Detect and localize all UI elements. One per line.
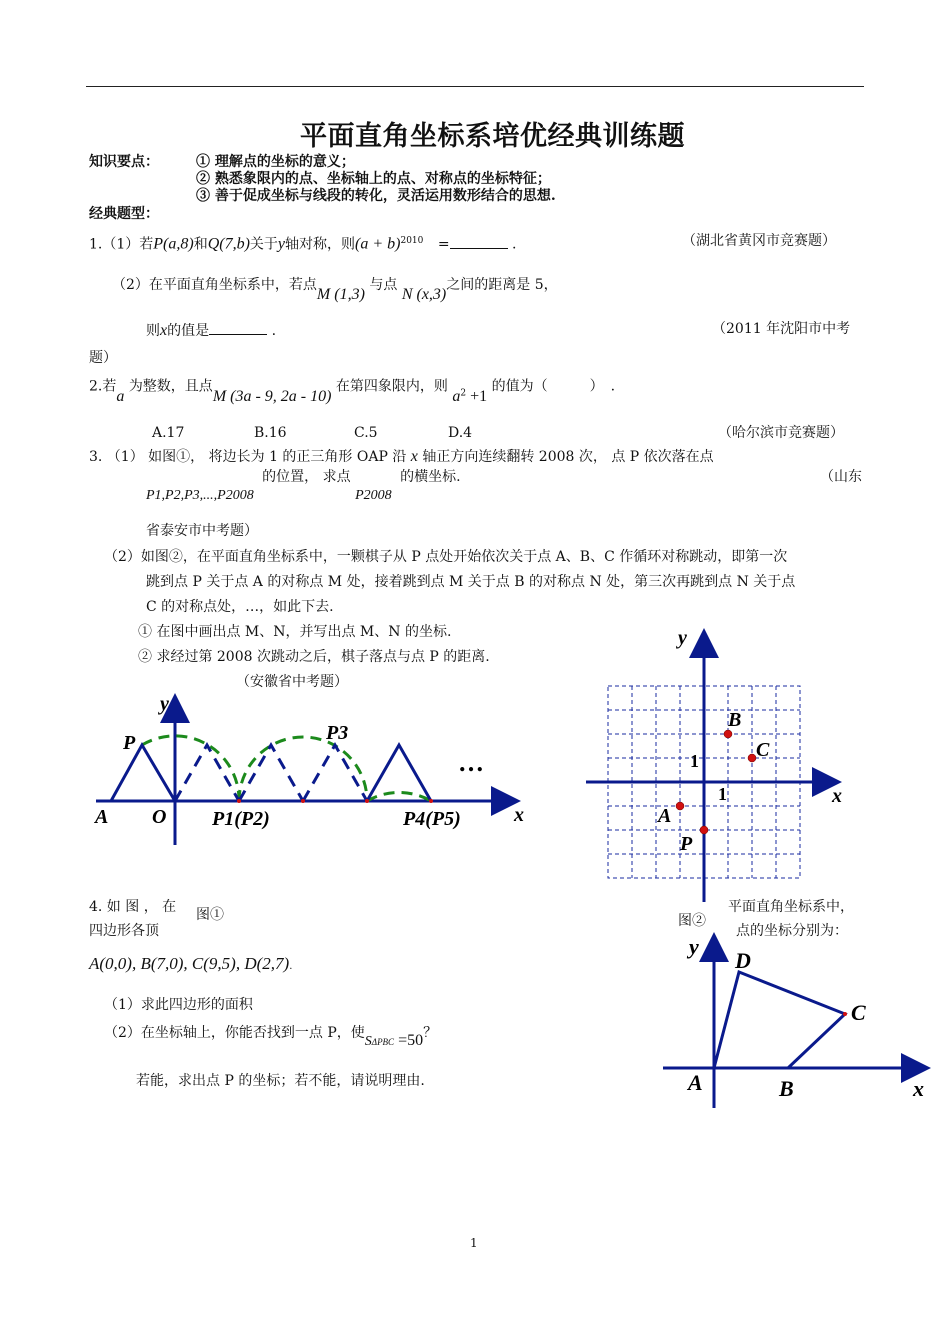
fig2-label-a: A — [658, 805, 672, 827]
page-title: 平面直角坐标系培优经典训练题 — [300, 121, 685, 152]
fig3-label-x: x — [913, 1076, 924, 1101]
fig1-label-ellipsis: … — [458, 748, 484, 777]
q2-source: （哈尔滨市竞赛题） — [718, 425, 844, 441]
fig2-label-one-y: 1 — [690, 751, 699, 771]
q1-part1-source: （湖北省黄冈市竞赛题） — [682, 233, 836, 249]
q3-part2-task2: ② 求经过第 2008 次跳动之后，棋子落点与点 P 的距离. — [138, 649, 490, 665]
figure-2-grid — [580, 622, 850, 908]
fig2-label-b: B — [728, 709, 742, 731]
q2-option-c: C.5 — [354, 425, 378, 441]
fig2-label-one-x: 1 — [718, 784, 727, 804]
fig2-label-y: y — [678, 627, 687, 649]
q1-part2-source-cont: 题） — [89, 350, 117, 366]
knowledge-item-1: ① 理解点的坐标的意义； — [196, 154, 355, 170]
fig2-label-c: C — [756, 739, 770, 761]
q3-part2-task1: ① 在图中画出点 M、N，并写出点 M、N 的坐标. — [138, 624, 452, 640]
fig1-label-p4p5: P4(P5) — [403, 808, 461, 830]
fig3-label-c: C — [851, 1000, 866, 1025]
fig3-label-b: B — [779, 1076, 794, 1101]
fig2-label-p: P — [680, 833, 693, 855]
q1-part2: （2）在平面直角坐标系中，若点M (1,3) 与点 N (x,3)之间的距离是 5， — [112, 277, 558, 303]
fig2-point-a — [676, 802, 684, 810]
types-label: 经典题型： — [89, 206, 159, 222]
q2-option-a: A.17 — [152, 425, 185, 441]
q1-part1: 1.（1）若P(a,8)和Q(7,b)关于y轴对称，则$(a + b)^{2010}$ = . — [89, 235, 517, 253]
q4-task1: （1）求此四边形的面积 — [104, 997, 253, 1013]
fig1-triangle-p4 — [367, 745, 431, 801]
fig3-quadrilateral-abcd — [714, 972, 845, 1068]
q2-option-d: D.4 — [448, 425, 473, 441]
page-number: 1 — [470, 1236, 478, 1250]
q3-part1-line1: 3. （1） 如图①， 将边长为 1 的正三角形 OAP 沿 x 轴正方向连续翻转 2008 次， 点 P 依次落在点 — [89, 448, 714, 465]
q4-right-text-1: 平面直角坐标系中， — [728, 899, 854, 915]
q2-stem: 2.若a 为整数，且点M (3a - 9, 2a - 10) 在第四象限内，则 $a^2 +1$ 的值为（ ） . — [89, 378, 616, 405]
fig1-caption: 图① — [196, 907, 224, 923]
q4-coordinates: A(0,0), B(7,0), C(9,5), D(2,7). — [89, 954, 293, 973]
fig2-label-x: x — [832, 785, 842, 807]
q3-part2-line1: （2）如图②，在平面直角坐标系中，一颗棋子从 P 点处开始依次关于点 A、B、C 作循环对称跳动，即第一次 — [104, 549, 788, 565]
fig1-label-x: x — [514, 804, 524, 826]
q3-part2-line2: 跳到点 P 关于点 A 的对称点 M 处，接着跳到点 M 关于点 B 的对称点 N 处，第三次再跳到点 N 关于点 — [146, 574, 796, 590]
fig2-point-c — [748, 754, 756, 762]
figure-1-diagram — [90, 685, 530, 855]
fig1-triangle-dashed-3 — [303, 745, 367, 801]
fig1-label-a: A — [95, 806, 109, 828]
fig3-label-a: A — [688, 1070, 703, 1095]
knowledge-item-3: ③ 善于促成坐标与线段的转化，灵活运用数形结合的思想. — [196, 188, 556, 204]
fig2-point-b — [724, 730, 732, 738]
fig1-label-p: P — [123, 732, 136, 754]
fig1-label-p1p2: P1(P2) — [212, 808, 270, 830]
fig1-label-y: y — [160, 693, 169, 715]
fig2-caption: 图② — [678, 913, 706, 929]
q4-line1: 4. 如 图 ， 在 — [89, 899, 177, 915]
fig1-triangle-dashed-2 — [239, 745, 303, 801]
header-rule — [86, 86, 864, 87]
q1-part2-line2: 则x的值是 . — [146, 322, 277, 339]
q1-part2-source: （2011 年沈阳市中考 — [712, 321, 851, 337]
fig1-triangle-dashed-1 — [175, 745, 239, 801]
q3-part2-source: （安徽省中考题） — [236, 674, 348, 690]
q2-option-b: B.16 — [254, 425, 287, 441]
q4-right-text-2: 点的坐标分别为： — [736, 923, 848, 939]
knowledge-item-2: ② 熟悉象限内的点、坐标轴上的点、对称点的坐标特征； — [196, 171, 551, 187]
fig3-label-y: y — [689, 934, 699, 959]
fig1-label-p3: P3 — [326, 722, 349, 744]
q3-part1-source-cont: 省泰安市中考题） — [146, 523, 258, 539]
q3-part1-source: （山东 — [820, 469, 862, 485]
q4-task2: （2）在坐标轴上，你能否找到一点 P，使SΔPBC =50？ — [104, 1025, 438, 1049]
knowledge-label: 知识要点： — [89, 154, 159, 170]
fig3-label-d: D — [735, 948, 751, 973]
fig1-triangle-start — [111, 745, 175, 801]
q4-task3: 若能，求出点 P 的坐标；若不能，请说明理由. — [136, 1073, 425, 1089]
q3-part1-line2: P1,P2,P3,...,P2008 的位置， 求点 P2008 的横坐标. — [146, 469, 461, 503]
figure-3-quadrilateral — [655, 930, 935, 1110]
fig1-label-o: O — [152, 806, 167, 828]
q3-part2-line3: C 的对称点处，…，如此下去. — [146, 599, 334, 615]
q4-line2: 四边形各顶 — [89, 923, 159, 939]
fig2-point-p — [700, 826, 708, 834]
